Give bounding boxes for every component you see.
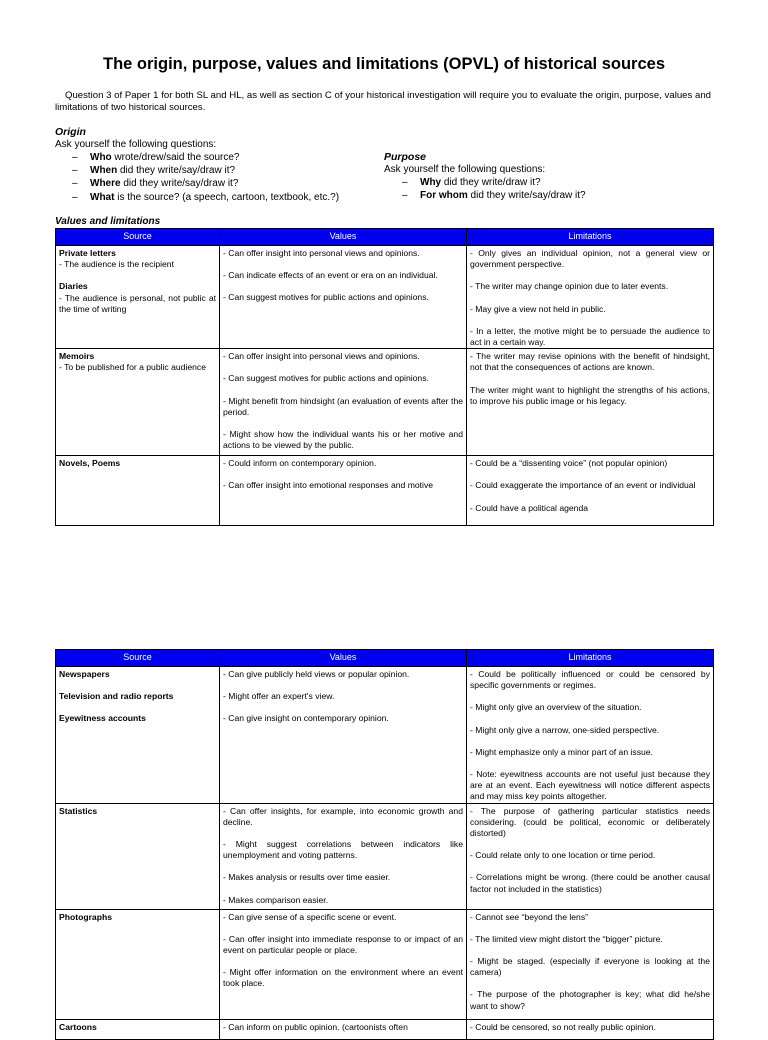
- source-name: Novels, Poems: [59, 458, 121, 469]
- limitation-item: - Might only give a narrow, one-sided perspective.: [470, 724, 660, 735]
- origin-question: [72, 164, 339, 177]
- dash-bullet: –: [402, 190, 408, 202]
- value-item: - Can offer insight into personal views and opinions.: [223, 248, 420, 258]
- limitations-cell: [467, 803, 714, 909]
- table-row: [56, 456, 714, 526]
- value-item: - Might show how the individual wants his or her motive and actions to be viewed by the public.: [223, 429, 463, 451]
- source-name: Cartoons: [59, 1021, 97, 1032]
- opvl-table-2: [55, 649, 714, 1040]
- intro-paragraph: Question 3 of Paper 1 for both SL and HL, as well as section C of your historical investigation will require you to evaluate the origin, purpose, values and limitations of two historical sources.: [55, 90, 711, 113]
- origin-questions: [72, 151, 339, 204]
- source-block: [59, 912, 216, 923]
- origin-lead: Ask yourself the following questions:: [55, 139, 217, 150]
- question-text: wrote/drew/said the source?: [111, 152, 240, 163]
- value-item: - Can offer insights, for example, into economic growth and decline.: [223, 805, 463, 827]
- limitations-cell: [467, 1019, 714, 1039]
- values-cell: [220, 1019, 467, 1039]
- source-cell: [56, 456, 220, 526]
- header-values: Values: [220, 650, 467, 667]
- value-item: - Might benefit from hindsight (an evaluation of events after the period.: [223, 395, 463, 417]
- value-item: - Can suggest motives for public actions and opinions.: [223, 373, 429, 384]
- dash-bullet: –: [402, 177, 408, 188]
- question-text: did they write/say/draw it?: [117, 165, 236, 177]
- source-block: [59, 691, 216, 702]
- dash-bullet: –: [72, 152, 78, 163]
- source-cell: [56, 1019, 220, 1039]
- values-cell: [220, 349, 467, 456]
- limitation-item: - Cannot see “beyond the lens”: [470, 911, 588, 922]
- limitation-item: - Could be censored, so not really public opinion.: [470, 1021, 656, 1032]
- page-title: The origin, purpose, values and limitations (OPVL) of historical sources: [102, 55, 665, 73]
- purpose-questions: [402, 176, 586, 202]
- question-keyword: Where: [90, 178, 121, 190]
- question-text: did they write/draw it?: [441, 177, 541, 188]
- value-item: - Can give sense of a specific scene or event.: [223, 911, 397, 922]
- question-text: did they write/say/draw it?: [467, 190, 586, 202]
- source-name: Diaries: [59, 281, 88, 292]
- limitation-item: - The writer may change opinion due to later events.: [470, 281, 669, 292]
- source-description: - The audience is personal, not public at the time of writing: [59, 292, 216, 314]
- limitation-item: - Only gives an individual opinion, not a general view or government perspective.: [470, 248, 710, 270]
- limitation-item: - Correlations might be wrong. (there could be another causal factor not included in the statistics): [470, 872, 710, 894]
- source-name: Newspapers: [59, 669, 110, 679]
- question-keyword: Why: [420, 177, 442, 188]
- source-block: [59, 669, 216, 680]
- limitations-cell: [467, 667, 714, 804]
- table-row: [56, 667, 714, 804]
- value-item: - Makes analysis or results over time easier.: [223, 872, 391, 883]
- limitation-item: - Might be staged. (especially if everyone is looking at the camera): [470, 956, 710, 978]
- value-item: - Might suggest correlations between indicators like unemployment and voting patterns.: [223, 839, 463, 861]
- value-item: - Can give insight on contemporary opinion.: [223, 713, 389, 724]
- limitation-item: - Note: eyewitness accounts are not useful just because they are at an event. Each eyewitness will notice different aspects and may miss key points altogether.: [470, 769, 710, 802]
- values-cell: [220, 909, 467, 1019]
- limitations-cell: [467, 909, 714, 1019]
- value-item: - Can offer insight into emotional responses and motive: [223, 480, 434, 491]
- value-item: - Can suggest motives for public actions and opinions.: [223, 292, 429, 303]
- values-cell: [220, 803, 467, 909]
- source-cell: [56, 909, 220, 1019]
- question-keyword: What: [90, 191, 115, 203]
- source-description: - The audience is the recipient: [59, 259, 174, 270]
- value-item: - Can inform on public opinion. (cartoonists often: [223, 1021, 408, 1032]
- header-source: Source: [56, 229, 220, 246]
- purpose-lead: Ask yourself the following questions:: [384, 164, 546, 175]
- dash-bullet: –: [72, 165, 78, 177]
- source-description: - To be published for a public audience: [59, 362, 206, 373]
- source-cell: [56, 246, 220, 349]
- header-limitations: Limitations: [467, 229, 714, 246]
- source-name: Eyewitness accounts: [59, 713, 146, 724]
- value-item: - Can give publicly held views or popular opinion.: [223, 669, 410, 679]
- limitation-item: The writer might want to highlight the strengths of his actions, to improve his public image or his legacy.: [470, 384, 710, 406]
- table-row: [56, 909, 714, 1019]
- source-cell: [56, 803, 220, 909]
- source-block: [59, 458, 216, 469]
- source-block: [59, 806, 216, 817]
- question-keyword: When: [90, 165, 118, 177]
- source-name: Memoirs: [59, 351, 95, 362]
- value-item: - Can offer insight into immediate response to or impact of an event on particular people or place.: [223, 933, 463, 956]
- table-row: [56, 246, 714, 349]
- values-cell: [220, 246, 467, 349]
- limitation-item: - Might only give an overview of the situation.: [470, 702, 642, 713]
- limitation-item: - The limited view might distort the “bigger” picture.: [470, 933, 663, 944]
- header-values: Values: [220, 229, 467, 246]
- limitation-item: - Could have a political agenda: [470, 502, 589, 513]
- source-name: Photographs: [59, 911, 112, 922]
- purpose-question: [402, 189, 586, 202]
- header-source: Source: [56, 650, 220, 667]
- purpose-heading: Purpose: [384, 151, 427, 163]
- source-name: Private letters: [59, 248, 116, 258]
- limitation-item: - The purpose of the photographer is key; what did he/she want to show?: [470, 989, 710, 1011]
- source-block: [59, 281, 216, 315]
- source-block: [59, 713, 216, 724]
- question-text: did they write/say/draw it?: [120, 178, 239, 190]
- purpose-question: [402, 176, 586, 189]
- limitations-cell: [467, 246, 714, 349]
- limitation-item: - Might emphasize only a minor part of an issue.: [470, 746, 653, 757]
- limitation-item: - May give a view not held in public.: [470, 303, 606, 314]
- table-row: [56, 349, 714, 456]
- value-item: - Might offer an expert's view.: [223, 691, 335, 702]
- question-keyword: For whom: [420, 190, 468, 202]
- values-cell: [220, 667, 467, 804]
- source-cell: [56, 349, 220, 456]
- values-limitations-heading: Values and limitations: [55, 216, 161, 227]
- limitation-item: - Could be a “dissenting voice” (not popular opinion): [470, 458, 668, 469]
- origin-question: [72, 191, 339, 204]
- limitations-cell: [467, 349, 714, 456]
- origin-question: [72, 151, 339, 164]
- source-cell: [56, 667, 220, 804]
- table-row: [56, 803, 714, 909]
- origin-question: [72, 177, 339, 190]
- source-block: [59, 1022, 216, 1033]
- value-item: - Could inform on contemporary opinion.: [223, 458, 377, 469]
- limitation-item: - Could be politically influenced or could be censored by specific governments or regimes.: [470, 669, 710, 691]
- question-keyword: Who: [90, 152, 112, 163]
- dash-bullet: –: [72, 191, 78, 203]
- value-item: - Can offer insight into personal views and opinions.: [223, 351, 420, 362]
- source-block: [59, 248, 216, 270]
- opvl-table-1: [55, 228, 714, 526]
- limitations-cell: [467, 456, 714, 526]
- table-row: [56, 1019, 714, 1039]
- value-item: - Makes comparison easier.: [223, 894, 329, 905]
- limitation-item: - In a letter, the motive might be to persuade the audience to act in a certain way.: [470, 325, 710, 348]
- limitation-item: - Could relate only to one location or time period.: [470, 850, 656, 861]
- limitation-item: - The purpose of gathering particular statistics needs considering. (could be political, economic or deliberately distorted): [470, 805, 710, 839]
- source-name: Statistics: [59, 805, 98, 816]
- limitation-item: - Could exaggerate the importance of an event or individual: [470, 480, 696, 491]
- value-item: - Can indicate effects of an event or era on an individual.: [223, 270, 438, 281]
- question-text: is the source? (a speech, cartoon, textbook, etc.?): [114, 191, 340, 203]
- dash-bullet: –: [72, 178, 78, 190]
- header-limitations: Limitations: [467, 650, 714, 667]
- origin-heading: Origin: [55, 126, 86, 138]
- value-item: - Might offer information on the environment where an event took place.: [223, 967, 463, 989]
- source-name: Television and radio reports: [59, 691, 174, 702]
- values-cell: [220, 456, 467, 526]
- limitation-item: - The writer may revise opinions with the benefit of hindsight, not that the consequences of actions are known.: [470, 351, 710, 373]
- source-block: [59, 351, 216, 373]
